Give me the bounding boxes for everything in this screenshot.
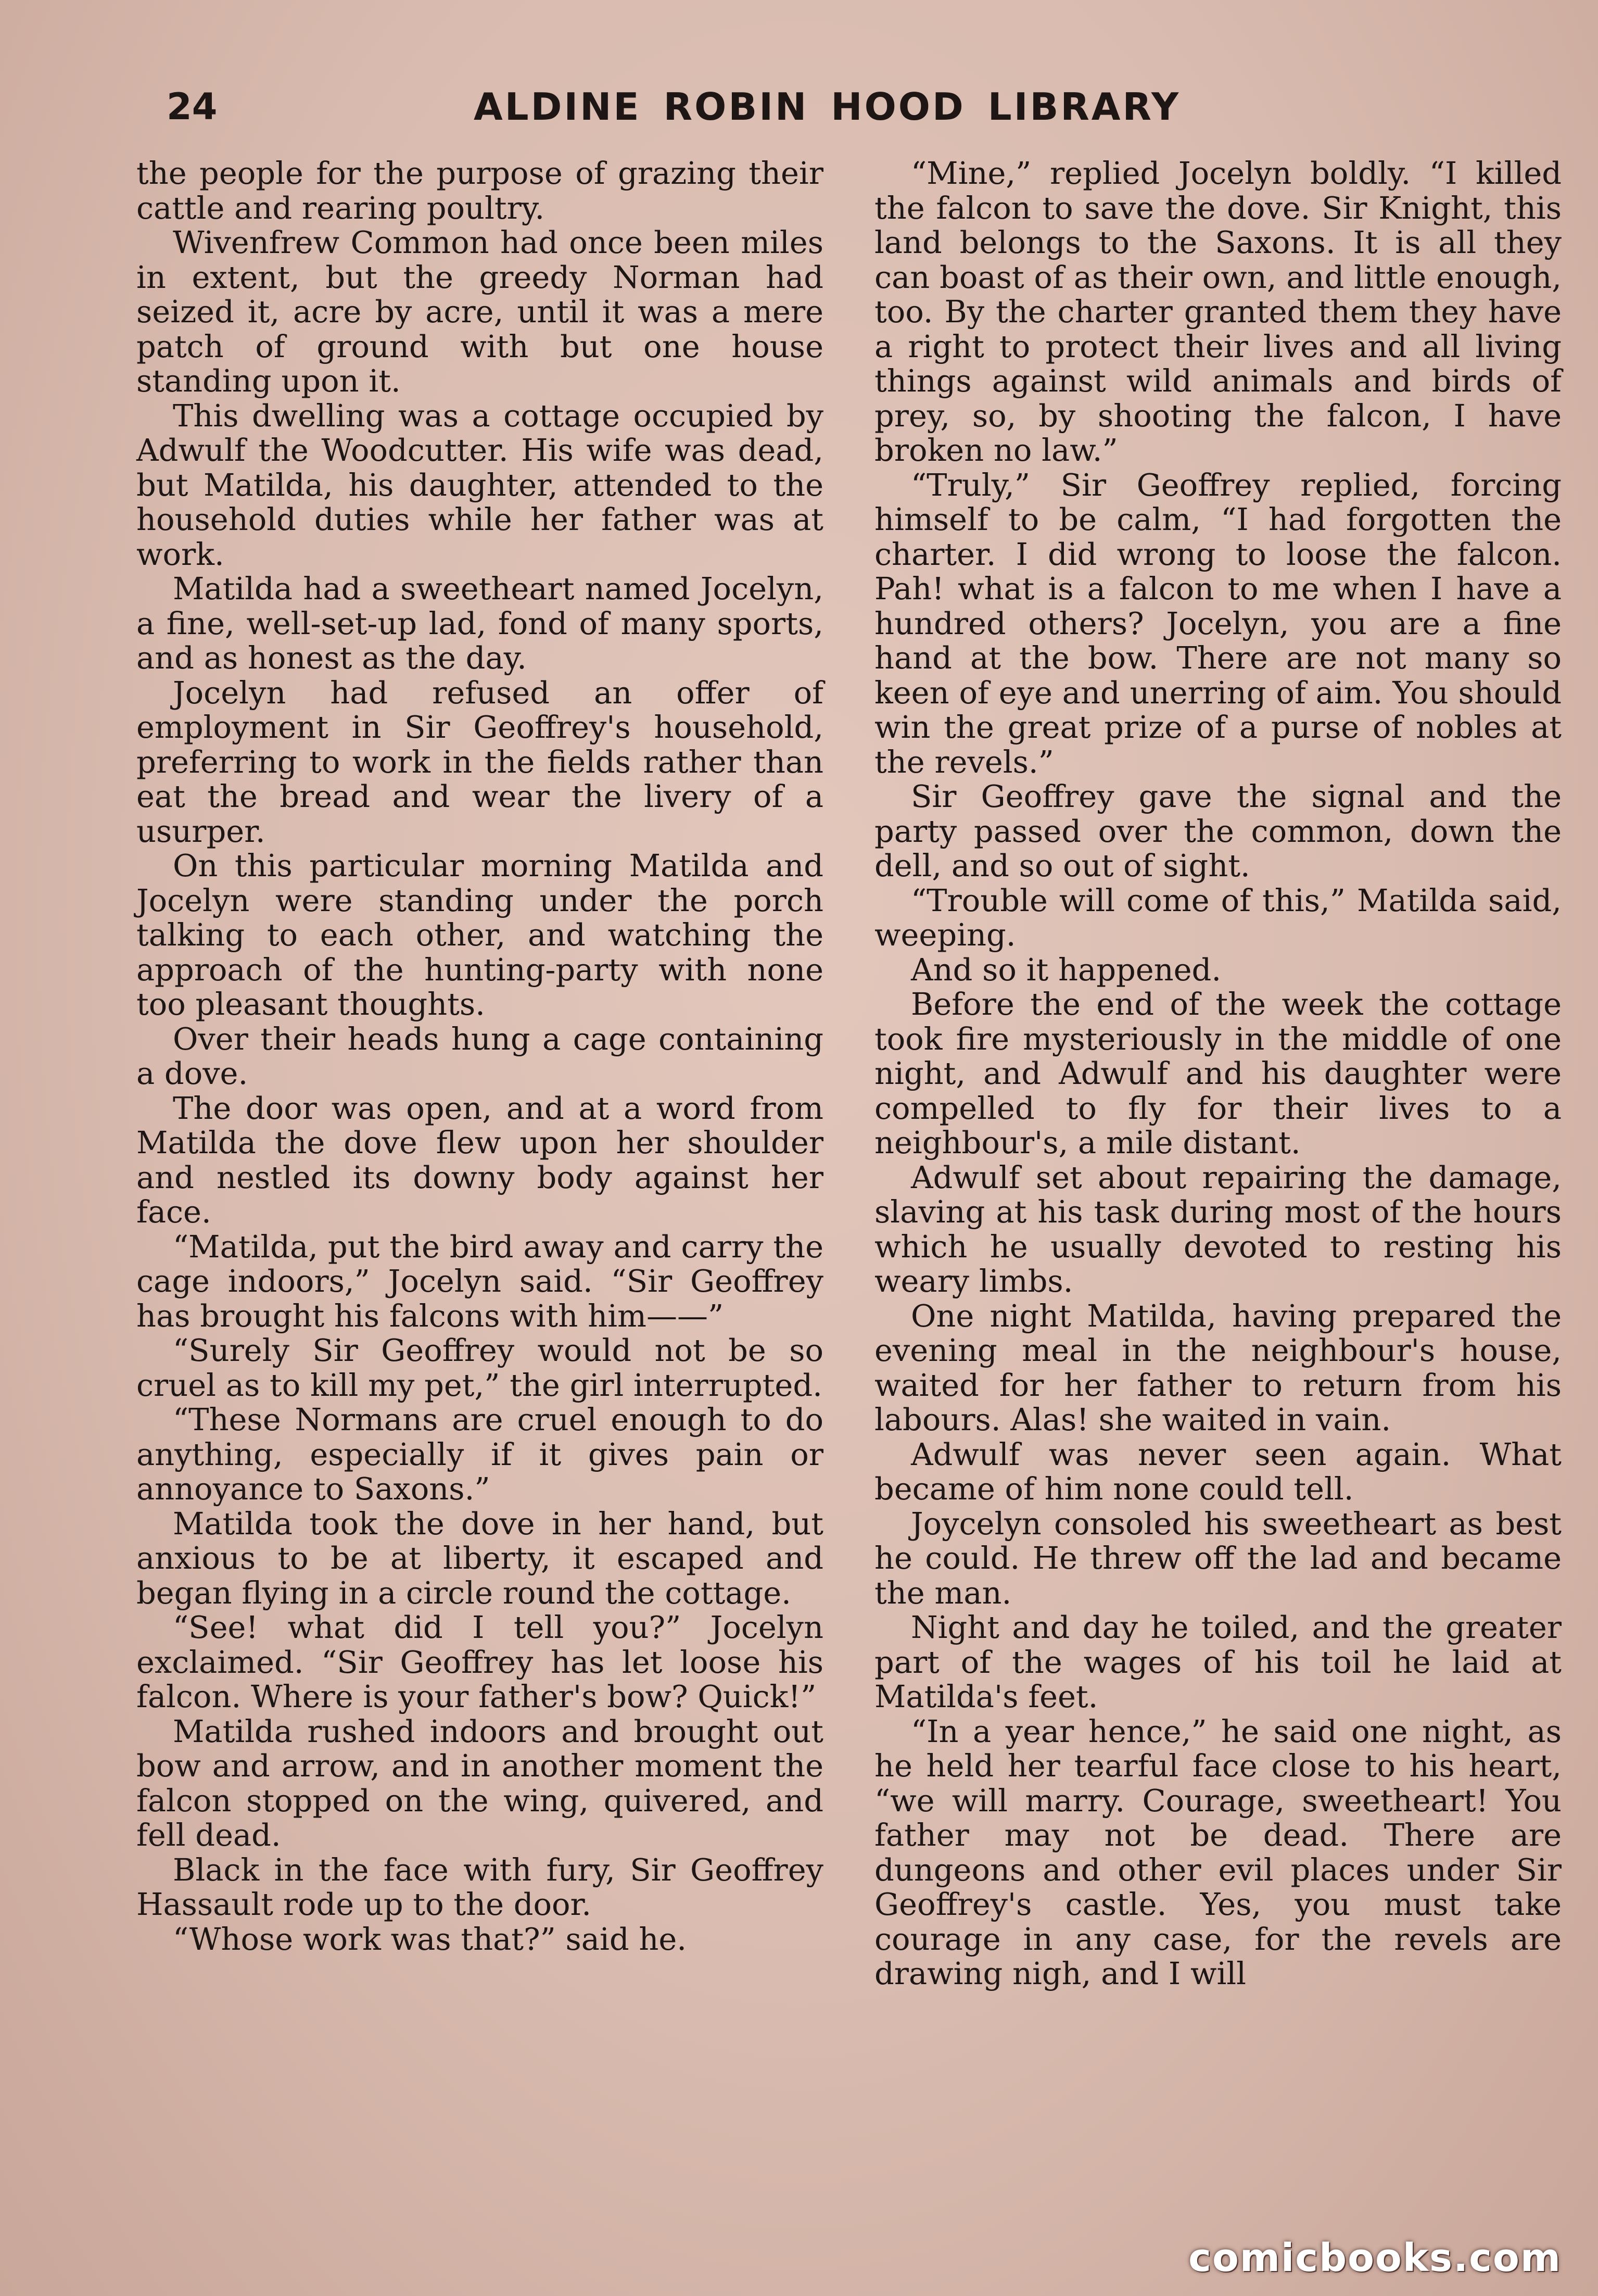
paragraph: One night Matilda, having prepared the evening meal in the neighbour's house, waited for her father to return from his labours. Alas! she waited in vain. bbox=[874, 1297, 1562, 1437]
paragraph: This dwelling was a cottage occupied by Adwulf the Woodcutter. His wife was dead, but Matilda, his daughter, attended to the household duties while her father was at work. bbox=[136, 397, 823, 572]
paragraph: Before the end of the week the cottage took fire mysteriously in the middle of one night, and Adwulf and his daughter were compelled to fly for their lives to a neighbour's, a mile distant. bbox=[874, 986, 1562, 1160]
paragraph: And so it happened. bbox=[911, 951, 1222, 988]
paragraph: On this particular morning Matilda and Jocelyn were standing under the porch talking to each other, and watching the approach of the hunting-party with none too pleasant thoughts. bbox=[136, 848, 823, 1022]
paragraph: Sir Geoffrey gave the signal and the party passed over the common, down the dell, and so out of sight. bbox=[874, 778, 1562, 884]
paragraph: “Matilda, put the bird away and carry the cage indoors,” Jocelyn said. “Sir Geoffrey has brought his falcons with him——” bbox=[136, 1228, 823, 1334]
paragraph: “Truly,” Sir Geoffrey replied, forcing himself to be calm, “I had forgotten the charter. I did wrong to loose the falcon. Pah! what is a falcon to me when I have a hundred others? Jocelyn, you are a fine hand at the bow. There are not many so keen of eye and unerring of aim. You should win the great prize of a purse of nobles at the revels.” bbox=[874, 466, 1562, 780]
paragraph: Adwulf set about repairing the damage, slaving at his task during most of the hours which he usually devoted to resting his weary limbs. bbox=[874, 1159, 1562, 1299]
paragraph: “See! what did I tell you?” Jocelyn exclaimed. “Sir Geoffrey has let loose his falcon. Where is your father's bow? Quick!” bbox=[136, 1609, 823, 1714]
paragraph: Matilda rushed indoors and brought out bow and arrow, and in another moment the falcon stopped on the wing, quivered, and fell dead. bbox=[136, 1713, 823, 1853]
paragraph: Over their heads hung a cage containing a dove. bbox=[136, 1020, 823, 1091]
site-watermark: comicbooks.com bbox=[1188, 2236, 1562, 2280]
paragraph: “These Normans are cruel enough to do anything, especially if it gives pain or annoyance to Saxons.” bbox=[136, 1402, 823, 1507]
page-number: 24 bbox=[167, 85, 218, 128]
paragraph: “In a year hence,” he said one night, as he held her tearful face close to his heart, “we will marry. Courage, sweetheart! You father may not be dead. There are dungeons and other evil places under Sir Geoffrey's castle. Yes, you must take courage in any case, for the revels are drawing nigh, and I will bbox=[874, 1713, 1562, 1991]
paragraph: Jocelyn had refused an offer of employment in Sir Geoffrey's household, preferring to work in the fields rather than eat the bread and wear the livery of a usurper. bbox=[136, 674, 823, 849]
paragraph: Wivenfrew Common had once been miles in extent, but the greedy Norman had seized it, acre by acre, until it was a mere patch of ground with but one house standing upon it. bbox=[136, 224, 823, 399]
running-title: ALDINE ROBIN HOOD LIBRARY bbox=[474, 85, 1181, 129]
paragraph: “Trouble will come of this,” Matilda said, weeping. bbox=[874, 882, 1562, 953]
paragraph: “Mine,” replied Jocelyn boldly. “I killed the falcon to save the dove. Sir Knight, this land belongs to the Saxons. It is all they can boast of as their own, and little enough, too. By the charter granted them they have a right to protect their lives and all living things against wild animals and birds of prey, so, by shooting the falcon, I have broken no law.” bbox=[874, 155, 1562, 468]
paragraph: Black in the face with fury, Sir Geoffrey Hassault rode up to the door. bbox=[136, 1851, 823, 1922]
paragraph: “Whose work was that?” said he. bbox=[173, 1921, 687, 1957]
paragraph: “Surely Sir Geoffrey would not be so cruel as to kill my pet,” the girl interrupted. bbox=[136, 1332, 823, 1403]
paragraph: the people for the purpose of grazing their cattle and rearing poultry. bbox=[136, 155, 823, 226]
page-header bbox=[167, 78, 1260, 135]
paragraph: Matilda had a sweetheart named Jocelyn, a fine, well-set-up lad, fond of many sports, and as honest as the day. bbox=[136, 571, 823, 676]
paragraph: Adwulf was never seen again. What became of him none could tell. bbox=[874, 1436, 1562, 1507]
right-column bbox=[874, 156, 1562, 1991]
left-column bbox=[136, 156, 823, 1957]
paragraph: Joycelyn consoled his sweetheart as best he could. He threw off the lad and became the man. bbox=[874, 1505, 1562, 1611]
paragraph: The door was open, and at a word from Matilda the dove flew upon her shoulder and nestled its downy body against her face. bbox=[136, 1090, 823, 1230]
paragraph: Night and day he toiled, and the greater part of the wages of his toil he laid at Matilda's feet. bbox=[874, 1609, 1562, 1714]
paragraph: Matilda took the dove in her hand, but anxious to be at liberty, it escaped and began flying in a circle round the cottage. bbox=[136, 1505, 823, 1611]
